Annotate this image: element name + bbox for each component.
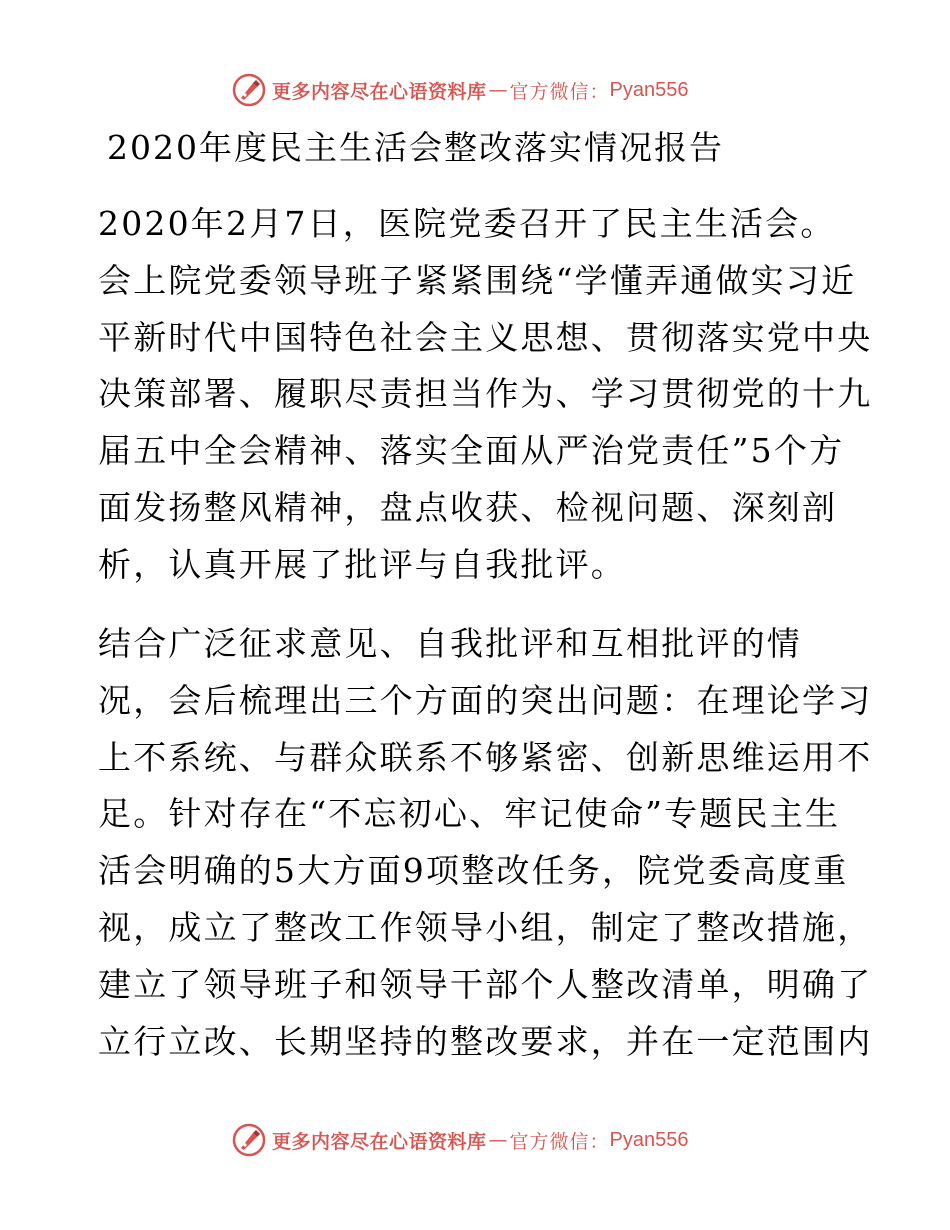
text-line: 视，成立了整改工作领导小组，制定了整改措施， [98, 907, 873, 947]
text-line: 结合广泛征求意见、自我批评和互相批评的情 [98, 624, 802, 663]
watermark-wechat-id: Pyan556 [609, 78, 689, 101]
pen-nib-logo-icon [232, 1123, 266, 1157]
text-line: 况，会后梳理出三个方面的突出问题：在理论学习 [98, 680, 873, 720]
watermark-separator: — [488, 79, 508, 101]
text-line: 足。针对存在“不忘初心、牢记使命”专题民主生 [98, 794, 841, 834]
watermark-separator: — [488, 1129, 508, 1151]
text-line: 建立了领导班子和领导干部个人整改清单，明确了 [98, 964, 873, 1004]
paragraph-1 [98, 196, 873, 594]
header-watermark [232, 72, 689, 108]
pen-nib-logo-icon [232, 73, 266, 107]
text-line: 平新时代中国特色社会主义思想、贯彻落实党中央 [98, 317, 873, 357]
footer-watermark [232, 1122, 689, 1158]
text-line: 届五中全会精神、落实全面从严治党责任”5个方 [98, 431, 845, 471]
watermark-label: 官方微信： [509, 80, 610, 103]
text-line: 立行立改、长期坚持的整改要求，并在一定范围内 [98, 1021, 873, 1061]
text-line: 析，认真开展了批评与自我批评。 [98, 544, 626, 584]
text-line: 活会明确的5大方面9项整改任务，院党委高度重 [98, 851, 849, 891]
watermark-text: 更多内容尽在心语资料库 [272, 80, 487, 103]
text-line: 上不系统、与群众联系不够紧密、创新思维运用不 [98, 737, 873, 777]
document-title: 2020年度民主生活会整改落实情况报告 [107, 128, 724, 167]
watermark-wechat-id: Pyan556 [609, 1128, 689, 1151]
text-line: 面发扬整风精神，盘点收获、检视问题、深刻剖 [98, 487, 838, 527]
text-line: 决策部署、履职尽责担当作为、学习贯彻党的十九 [98, 374, 873, 414]
watermark-text: 更多内容尽在心语资料库 [272, 1130, 487, 1153]
watermark-label: 官方微信： [509, 1130, 610, 1153]
text-line: 2020年2月7日，医院党委召开了民主生活会。 [98, 204, 836, 243]
paragraph-2 [98, 616, 873, 1070]
text-line: 会上院党委领导班子紧紧围绕“学懂弄通做实习近 [98, 260, 857, 300]
